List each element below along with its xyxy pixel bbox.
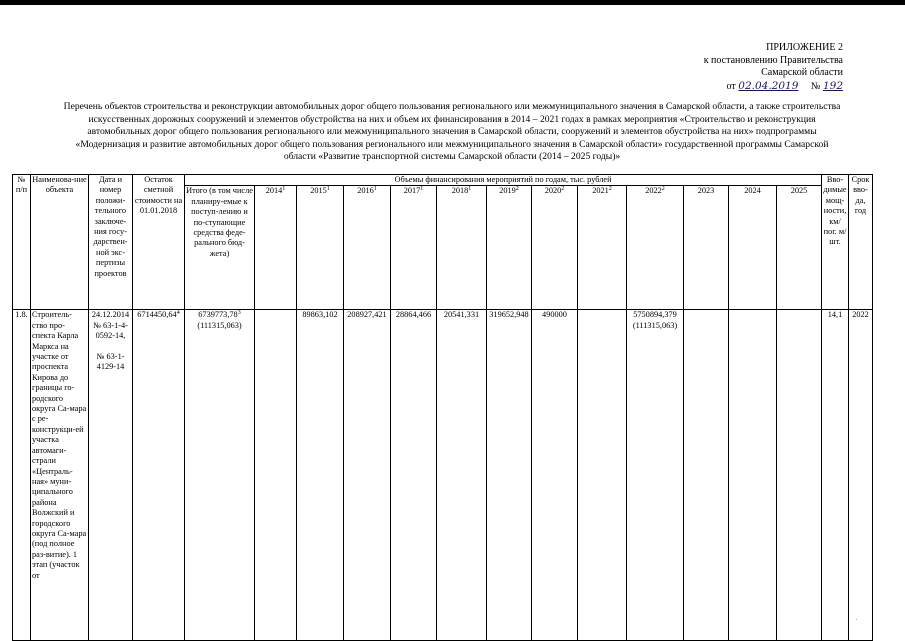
header-year-2024: 2024 [729, 186, 777, 310]
heading-line-1: Перечень объектов строительства и реконструкции автомобильных дорог общего пользования регионального или межмуниципального значения в Самарской области, а также строительства [63, 101, 841, 112]
row-2025 [777, 310, 822, 641]
row-2023 [684, 310, 729, 641]
row-balance: 6714450,64$^4$ [133, 310, 185, 641]
row-total: 6739773,78$^3$ (111315,063) [185, 310, 255, 641]
header-year-2023: 2023 [684, 186, 729, 310]
header-object-name: Наименова-ние объекта [31, 175, 89, 310]
table-row [13, 310, 873, 641]
header-funding-group: Объемы финансирования мероприятий по годам, тыс. рублей [185, 175, 822, 186]
document-heading [8, 101, 896, 164]
header-capacity: Вво-димые мощ-ности, км/ пог. м/шт. [822, 175, 849, 310]
row-2022: 5750894,379 (111315,063) [627, 310, 684, 641]
header-year-2017: 2017$^1$ [391, 186, 437, 310]
header-year-2025: 2025 [777, 186, 822, 310]
handwritten-number: 192 [822, 79, 843, 92]
header-year-2020: 2020$^2$ [532, 186, 578, 310]
from-label: от [726, 80, 736, 92]
header-expertise-date: Дата и номер положи-тельного заключе-ния госу-дарствен-ной экс-пертизы проектов [89, 175, 133, 310]
row-2024 [729, 310, 777, 641]
heading-line-5: области «Развитие транспортной системы Самарской области (2014 – 2025 годы)» [283, 151, 621, 163]
header-year-2019: 2019$^2$ [487, 186, 532, 310]
heading-line-4: «Модернизация и развитие автомобильных дорог общего пользования регионального или межмуниципального значения в Самарской области» государственной программы Самарской [75, 138, 829, 150]
appendix-region-line: Самарской области [761, 67, 843, 78]
row-2019: 319652,948 [487, 310, 532, 641]
heading-line-3: автомобильных дорог общего пользования регионального или межмуниципального значения в Самарской области, сооружений и элементов обустройства на них» подпрограммы [87, 126, 817, 138]
row-num: 1.8. [13, 310, 31, 641]
funding-table [12, 174, 873, 641]
appendix-block [643, 42, 843, 93]
appendix-decree-line: к постановлению Правительства [703, 54, 843, 66]
header-year-2015: 2015$^1$ [297, 186, 344, 310]
row-object-name: Строитель-ство про-спекта Карла Маркса на участке от проспекта Кирова до границы го-родского округа Са-мара с ре-конструкци-ей участка автомаги-страли «Централь-ная» муни-ципального района Волжский и городского округа Са-мара (под полное раз-витие). 1 этап (участок от [31, 310, 89, 641]
header-year-2014: 2014$^1$ [255, 186, 297, 310]
header-year-2018: 2018$^1$ [437, 186, 487, 310]
header-total: Итого (в том числе планиру-емые к поступ-лению и по-ступающие средства феде-рального бюд-жета) [185, 186, 255, 310]
header-balance: Остаток сметной стоимости на 01.01.2018 [133, 175, 185, 310]
appendix-date-number [643, 80, 843, 94]
row-2018: 20541,331 [437, 310, 487, 641]
row-capacity: 14,1 [822, 310, 849, 641]
row-expertise-date: 24.12.2014 № 63-1-4-0592-14, № 63-1-4129-14 [89, 310, 133, 641]
appendix-title: ПРИЛОЖЕНИЕ 2 [766, 42, 843, 53]
heading-line-2: искусственных дорожных сооружений и элементов обустройства на них и объем их финансирования в 2014 – 2021 годах в рамках мероприятия «Строительство и реконструкция [88, 113, 816, 125]
row-2016: 208927,421 [344, 310, 391, 641]
handwritten-date: 02.04.2019 [738, 79, 799, 92]
header-term: Срок вво-да, год [849, 175, 873, 310]
top-border-bar [0, 0, 905, 5]
header-year-2021: 2021$^2$ [578, 186, 627, 310]
footer-mark: . [855, 616, 857, 622]
header-num: № п/п [13, 175, 31, 310]
row-term: 2022 [849, 310, 873, 641]
number-label: № [810, 80, 821, 92]
header-year-2022: 2022$^2$ [627, 186, 684, 310]
row-2014 [255, 310, 297, 641]
row-2015: 89863,102 [297, 310, 344, 641]
header-year-2016: 2016$^1$ [344, 186, 391, 310]
row-2017: 28864,466 [391, 310, 437, 641]
row-2021 [578, 310, 627, 641]
row-2020: 490000 [532, 310, 578, 641]
